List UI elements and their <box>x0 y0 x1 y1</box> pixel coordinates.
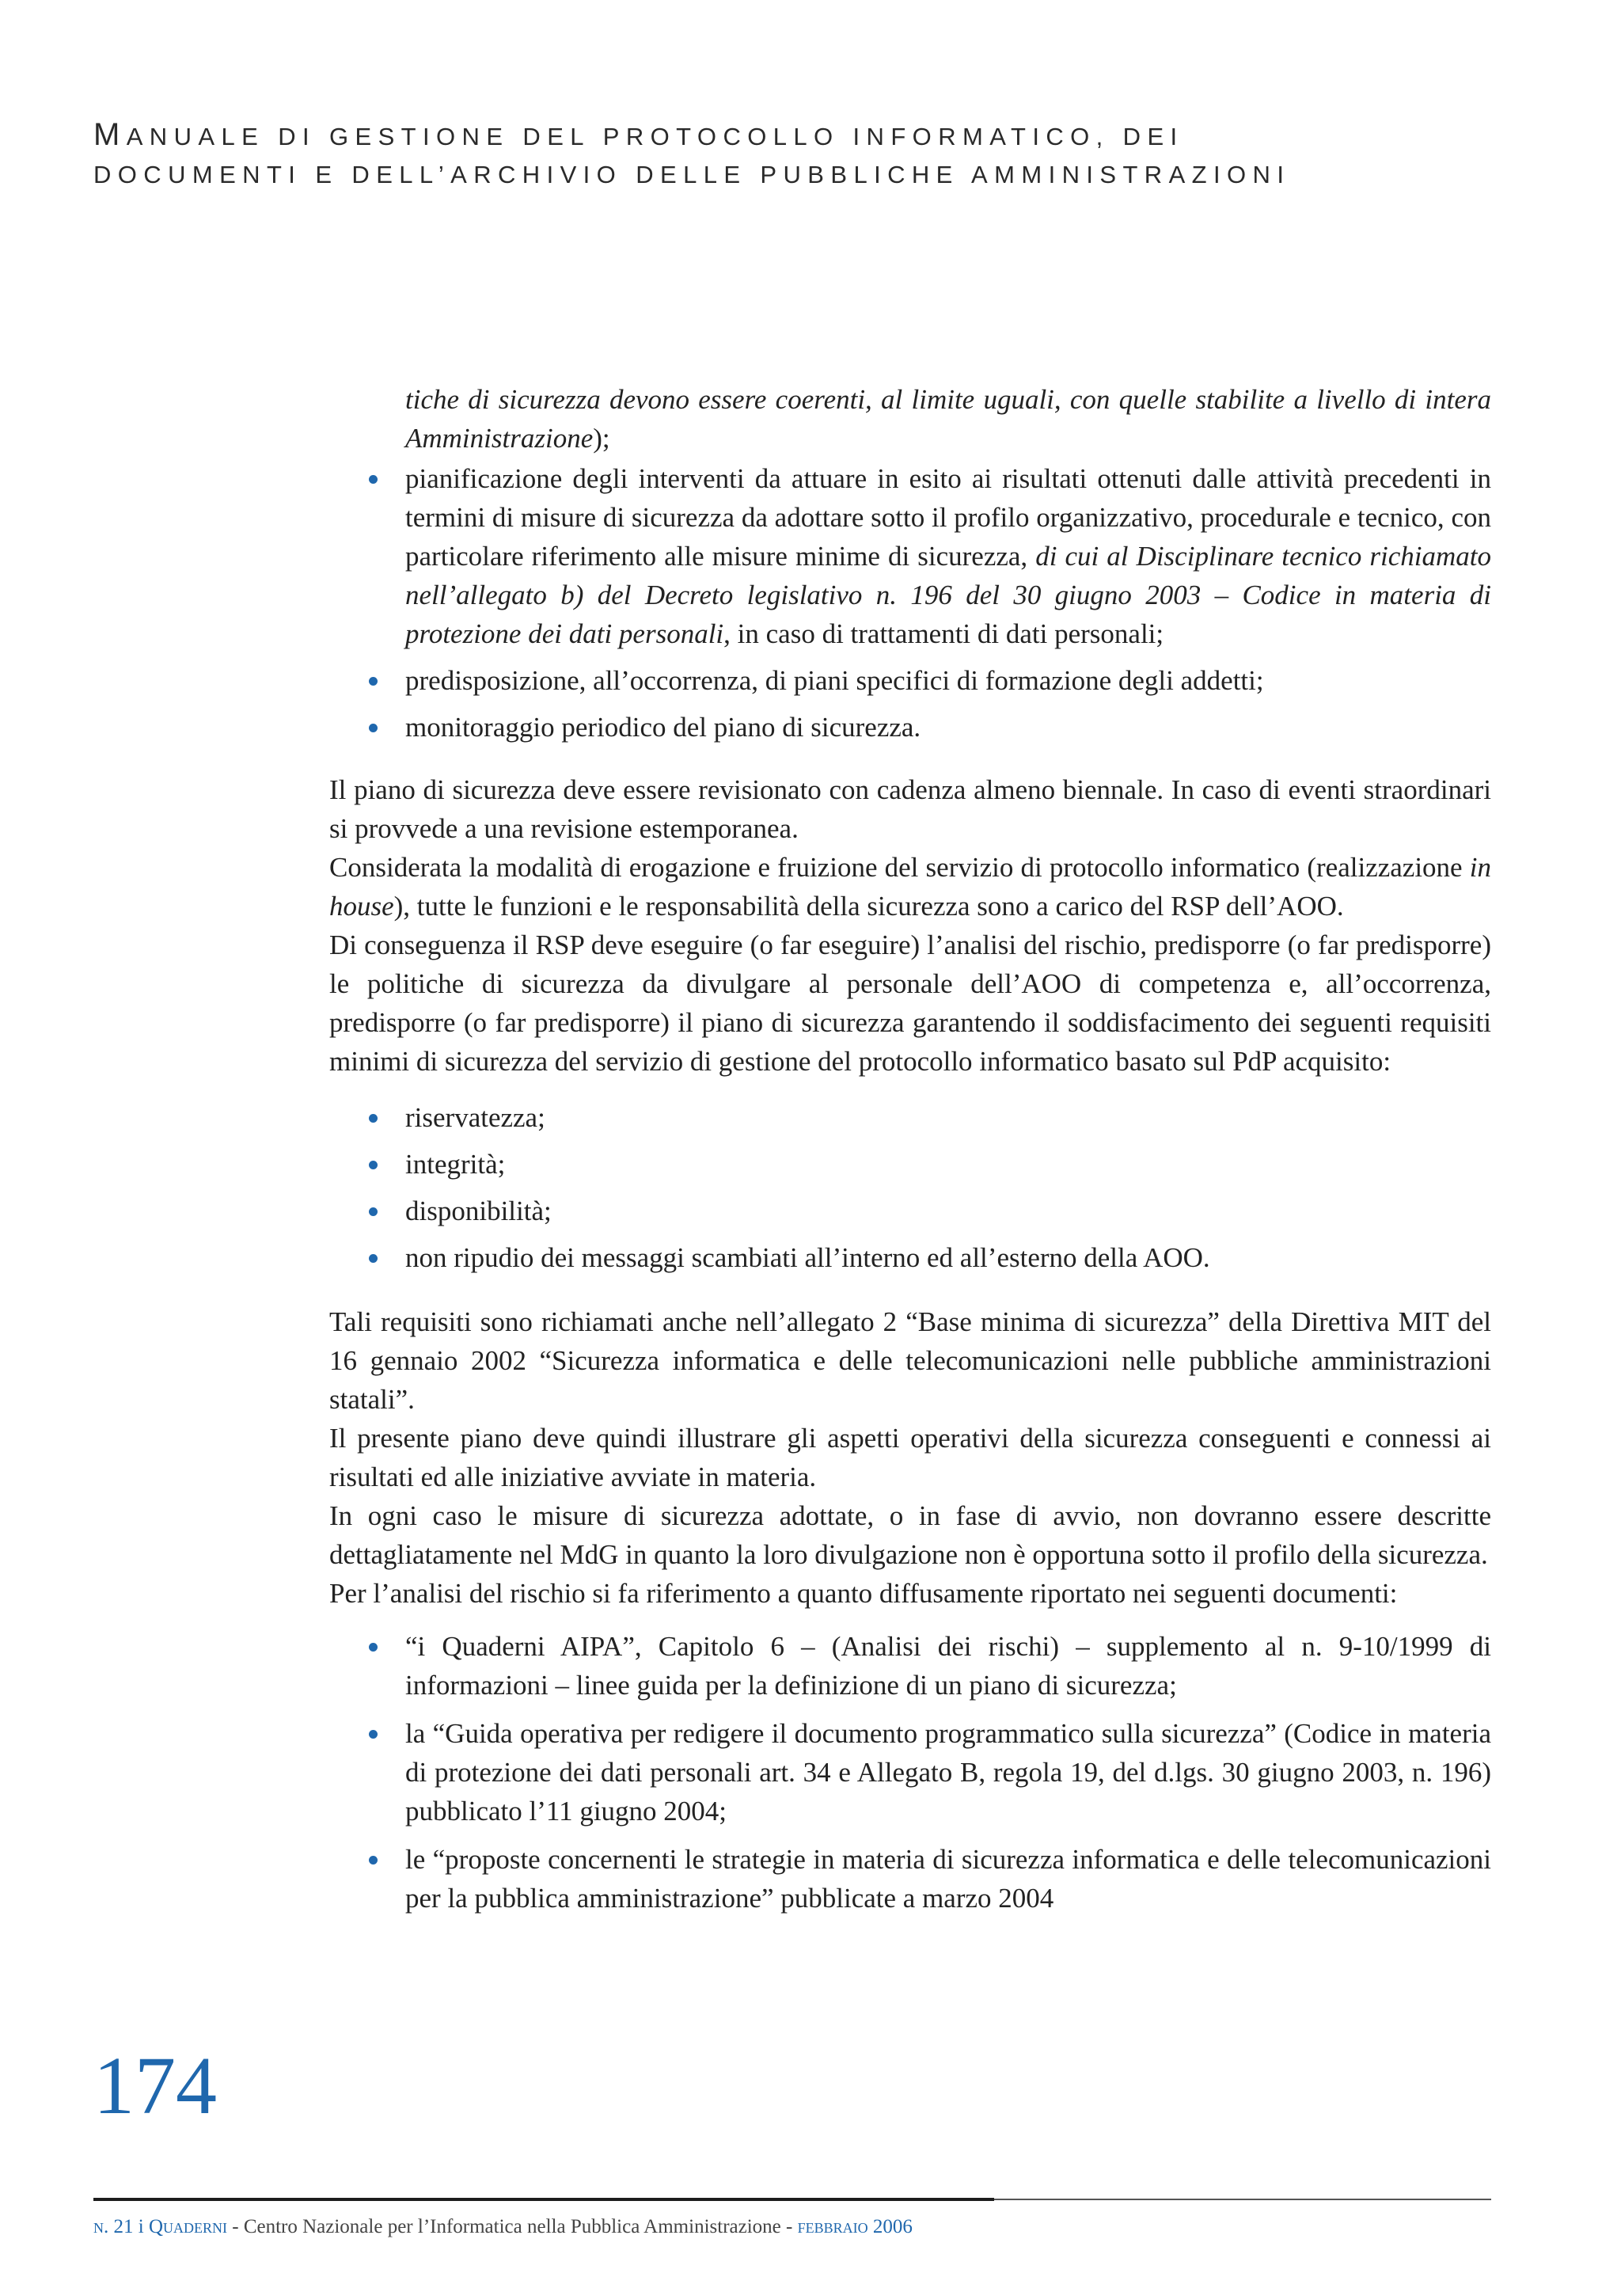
footer-date: febbraio 2006 <box>797 2216 913 2237</box>
paragraph-mit-directive: Tali requisiti sono richiamati anche nell’allegato 2 “Base minima di sicurezza” della Direttiva MIT del 16 gennaio 2002 “Sicurezza informatica e delle telecomunicazioni nelle pubbliche amministrazioni statali”. <box>329 1306 1491 1415</box>
list-item-text: “i Quaderni AIPA”, Capitolo 6 – (Analisi dei rischi) – supplemento al n. 9-10/1999 di informazioni – linee guida per la definizione di un piano di sicurezza; <box>405 1631 1491 1701</box>
list-item-text-b: , in caso di trattamenti di dati personali; <box>723 618 1164 649</box>
bullet-icon <box>369 1207 378 1216</box>
list-item-text-a: pianificazione degli interventi da attuare in esito ai risultati ottenuti dalle attività precedenti in termini di misure di sicurezza da adottare sotto il profilo organizzativo, procedurale e tecnico, con particolare riferimento alle misure minime di sicurezza, <box>405 463 1491 572</box>
list-item <box>329 1145 1491 1184</box>
continuation-tail: ); <box>593 423 610 454</box>
bullet-icon <box>369 1856 378 1865</box>
footer <box>93 2214 1491 2241</box>
footer-rule-light <box>994 2199 1491 2200</box>
list-item-text: monitoraggio periodico del piano di sicurezza. <box>405 712 921 743</box>
footer-series: Quaderni <box>148 2216 227 2237</box>
footer-separator: i <box>133 2216 149 2237</box>
footer-issue: n. 21 <box>93 2216 134 2237</box>
main-text <box>329 380 1491 1918</box>
paragraph-text-b: ), tutte le funzioni e le responsabilità della sicurezza sono a carico del RSP dell’AOO. <box>393 891 1344 922</box>
bullet-icon <box>369 724 378 732</box>
footer-publisher: - Centro Nazionale per l’Informatica nella Pubblica Amministrazione - <box>227 2216 798 2237</box>
list-item <box>329 1627 1491 1705</box>
list-item-text: le “proposte concernenti le strategie in materia di sicurezza informatica e delle telecomunicazioni per la pubblica amministrazione” pubblicate a marzo 2004 <box>405 1844 1491 1914</box>
bullet-icon <box>369 1161 378 1169</box>
bullet-icon <box>369 1254 378 1263</box>
security-requirements-list <box>329 1098 1491 1277</box>
list-item-text: la “Guida operativa per redigere il documento programmatico sulla sicurezza” (Codice in materia di protezione dei dati personali art. 34 e Allegato B, regola 19, del d.lgs. 30 giugno 2003, n. 196) pubblicato l’11 giugno 2004; <box>405 1718 1491 1827</box>
list-item-text: disponibilità; <box>405 1196 552 1226</box>
list-item-text: predisposizione, all’occorrenza, di piani specifici di formazione degli addetti; <box>405 665 1264 696</box>
bullet-icon <box>369 1730 378 1739</box>
paragraph-risk-analysis: Per l’analisi del rischio si fa riferimento a quanto diffusamente riportato nei seguenti documenti: <box>329 1578 1398 1609</box>
page-number: 174 <box>93 2040 217 2131</box>
list-item-italic: di cui al Disciplinare tecnico richiamato nell’allegato b) del Decreto legislativo n. 196 del 30 giugno 2003 – Codice in materia di protezione dei dati personali <box>405 541 1491 649</box>
bullet-icon <box>369 1114 378 1123</box>
paragraph-in-house <box>329 848 1491 926</box>
list-item-text: integrità; <box>405 1149 506 1180</box>
list-item <box>329 708 1491 747</box>
footer-rule-dark <box>93 2198 994 2201</box>
paragraph-disclosure: In ogni caso le misure di sicurezza adottate, o in fase di avvio, non dovranno essere descritte dettagliatamente nel MdG in quanto la loro divulgazione non è opportuna sotto il profilo della sicurezza. <box>329 1500 1491 1570</box>
paragraph-revision: Il piano di sicurezza deve essere revisionato con cadenza almeno biennale. In caso di eventi straordinari si provvede a una revisione estemporanea. <box>329 774 1491 844</box>
security-plan-activities-list <box>329 459 1491 747</box>
continuation-italic: tiche di sicurezza devono essere coerenti, al limite uguali, con quelle stabilite a livello di intera Amministrazione <box>405 384 1491 454</box>
continuation-paragraph <box>329 380 1491 458</box>
list-item <box>329 1098 1491 1137</box>
list-item <box>329 1840 1491 1918</box>
list-item <box>329 1192 1491 1230</box>
running-header-line-1: MANUALE DI GESTIONE DEL PROTOCOLLO INFORMATICO, DEI <box>93 117 1184 152</box>
list-item <box>329 1238 1491 1277</box>
paragraph-rsp-duties: Di conseguenza il RSP deve eseguire (o far eseguire) l’analisi del rischio, predisporre (o far predisporre) le politiche di sicurezza da divulgare al personale dell’AOO di competenza e, all’occorrenza, predisporre (o far predisporre) il piano di sicurezza garantendo il soddisfacimento dei seguenti requisiti minimi di sicurezza del servizio di gestione del protocollo informatico basato sul PdP acquisito: <box>329 929 1491 1077</box>
running-header-line-2: DOCUMENTI E DELL’ARCHIVIO DELLE PUBBLICHE AMMINISTRAZIONI <box>93 161 1291 188</box>
bullet-icon <box>369 677 378 686</box>
running-header <box>93 116 1518 194</box>
list-item <box>329 459 1491 653</box>
list-item-text: riservatezza; <box>405 1102 545 1133</box>
paragraph-text-a: Considerata la modalità di erogazione e fruizione del servizio di protocollo informatico (realizzazione <box>329 852 1470 883</box>
list-item <box>329 1714 1491 1830</box>
reference-documents-list <box>329 1627 1491 1918</box>
list-item <box>329 661 1491 700</box>
bullet-icon <box>369 475 378 484</box>
bullet-icon <box>369 1643 378 1652</box>
paragraph-operational-aspects: Il presente piano deve quindi illustrare gli aspetti operativi della sicurezza conseguenti e connessi ai risultati ed alle iniziative avviate in materia. <box>329 1423 1491 1492</box>
footer-rule <box>93 2198 1491 2201</box>
list-item-text: non ripudio dei messaggi scambiati all’interno ed all’esterno della AOO. <box>405 1242 1210 1273</box>
paragraph-italic: in house <box>329 852 1491 922</box>
